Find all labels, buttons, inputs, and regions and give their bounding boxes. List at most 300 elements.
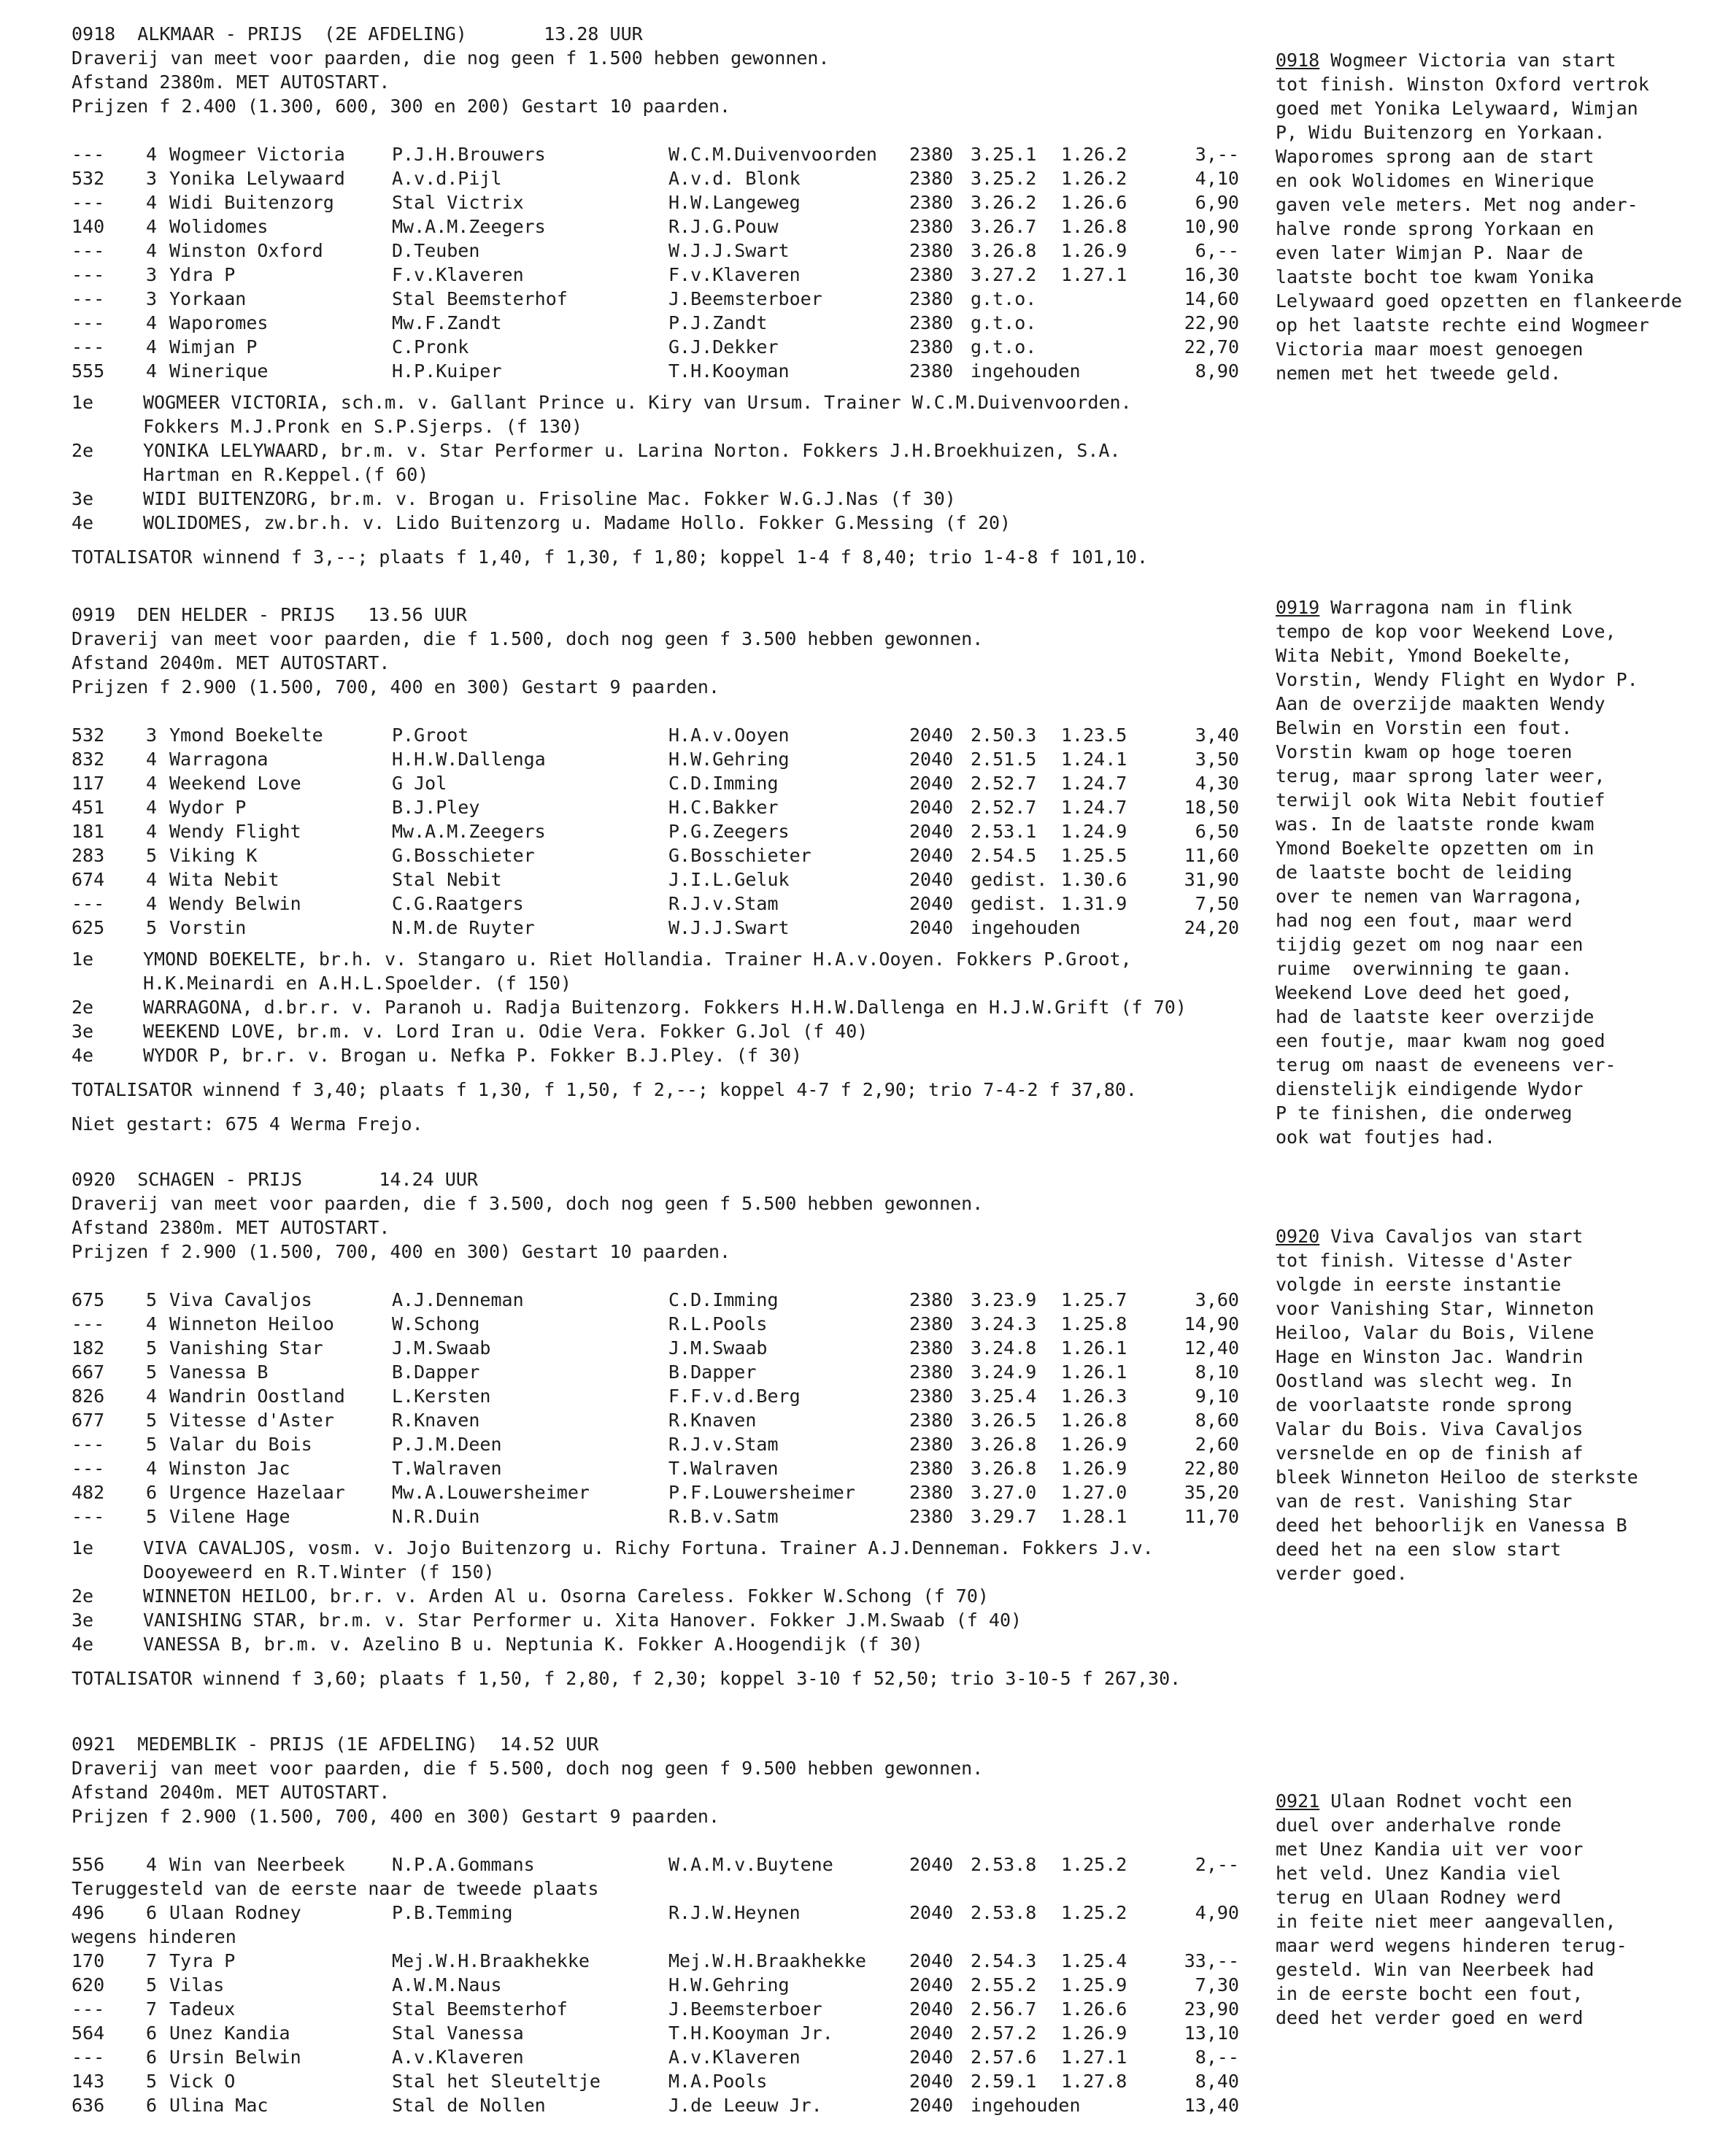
race-time: 2.57.2 [971,2022,1037,2044]
report-line [1276,668,1684,692]
distance: 2380 [909,336,954,358]
owner-name: Mw.A.M.Zeegers [392,821,546,842]
report-text: in feite niet meer aangevallen, [1276,1911,1616,1932]
result-row [72,1456,1268,1480]
driver-name: C.D.Imming [668,1289,779,1310]
race-time: 2.54.5 [971,845,1037,866]
prev-place: 143 [72,2071,105,2092]
payout: 8,-- [1195,2047,1239,2068]
driver-name: P.F.Louwersheimer [668,1482,855,1503]
placing-description: WEEKEND LOVE, br.m. v. Lord Iran u. Odie Vera. Fokker G.Jol (f 40) [143,1021,868,1042]
result-row [72,723,1268,747]
distance: 2380 [909,360,954,382]
owner-name: F.v.Klaveren [392,264,524,285]
report-text: goed met Yonika Lelywaard, Wimjan [1276,98,1638,119]
owner-name: Mej.W.H.Braakhekke [392,1950,590,1971]
report-text: en ook Wolidomes en Winerique [1276,170,1595,191]
prev-place: --- [72,1998,105,2020]
payout: 33,-- [1184,1950,1239,1971]
report-line [1276,1345,1684,1369]
placing-position: 2e [72,440,94,461]
report-line [1276,289,1684,313]
owner-name: H.H.W.Dallenga [392,749,546,770]
distance: 2380 [909,288,954,309]
race-time: 2.53.1 [971,821,1037,842]
report-line [1276,193,1684,217]
horse-name: Warragona [169,749,269,770]
horse-name: Wimjan P [169,336,258,358]
driver-name: F.v.Klaveren [668,264,801,285]
race-report [1276,595,1684,1149]
horse-name: Wydor P [169,797,247,818]
report-text: Lelywaard goed opzetten en flankeerde [1276,290,1682,312]
race-time: 3.25.2 [971,168,1037,189]
driver-name: T.H.Kooyman [668,360,790,382]
horse-age: 5 [146,1506,158,1527]
horse-name: Unez Kandia [169,2022,290,2044]
placing-entry [72,1632,1268,1656]
race-time: 2.51.5 [971,749,1037,770]
horse-name: Yorkaan [169,288,247,309]
distance: 2380 [909,192,954,213]
report-line [1276,1101,1684,1125]
result-row [72,771,1268,795]
horse-age: 4 [146,1854,158,1875]
horse-age: 5 [146,917,158,938]
race-time: 2.53.8 [971,1902,1037,1923]
horse-age: 4 [146,749,158,770]
placing-position: 2e [72,997,94,1018]
result-row [72,1504,1268,1529]
report-text: Aan de overzijde maakten Wendy [1276,693,1605,714]
report-text: ruime overwinning te gaan. [1276,958,1573,979]
placing-description: WOLIDOMES, zw.br.h. v. Lido Buitenzorg u. Madame Hollo. Fokker G.Messing (f 20) [143,512,1011,533]
result-row [72,1973,1268,1997]
report-text: terug en Ulaan Rodney werd [1276,1887,1562,1908]
report-line [1276,1885,1684,1909]
driver-name: R.L.Pools [668,1313,768,1334]
report-text: in de eerste bocht een fout, [1276,1983,1584,2004]
totalisator: TOTALISATOR winnend f 3,60; plaats f 1,50, f 2,80, f 2,30; koppel 3-10 f 52,50; trio 3-10-5 f 267,30. [72,1668,1181,1689]
payout: 8,40 [1195,2071,1239,2092]
report-line [1276,120,1684,144]
horse-age: 6 [146,2022,158,2044]
report-text: Valar du Bois. Viva Cavaljos [1276,1418,1584,1440]
prev-place: --- [72,1458,105,1479]
report-text: had de laatste keer overzijde [1276,1006,1595,1027]
horse-age: 4 [146,336,158,358]
placing-description: YMOND BOEKELTE, br.h. v. Stangaro u. Riet Hollandia. Trainer H.A.v.Ooyen. Fokkers P.Groot, H.K.Meinardi en A.H.L.Spoelder. (f 150) [143,948,1132,994]
report-text: even later Wimjan P. Naar de [1276,242,1584,263]
horse-name: Tyra P [169,1950,236,1971]
prev-place: --- [72,312,105,333]
placing-entry [72,511,1268,535]
prev-place: 482 [72,1482,105,1503]
owner-name: N.R.Duin [392,1506,480,1527]
owner-name: T.Walraven [392,1458,502,1479]
race-time: 2.54.3 [971,1950,1037,1971]
km-record: 1.25.2 [1061,1902,1127,1923]
horse-name: Wendy Flight [169,821,301,842]
km-record: 1.25.7 [1061,1289,1127,1310]
horse-age: 5 [146,1434,158,1455]
report-line [1276,1861,1684,1885]
report-line [1276,884,1684,908]
race-condition: Afstand 2380m. MET AUTOSTART. [72,1217,390,1238]
distance: 2380 [909,1337,954,1359]
note-text: wegens hinderen [72,1926,236,1947]
placing-position: 4e [72,1634,94,1655]
owner-name: Stal Vanessa [392,2022,524,2044]
report-text: op het laatste rechte eind Wogmeer [1276,314,1649,336]
placing-description: WIDI BUITENZORG, br.m. v. Brogan u. Frisoline Mac. Fokker W.G.J.Nas (f 30) [143,488,956,509]
report-text: ook wat foutjes had. [1276,1127,1496,1148]
payout: 2,60 [1195,1434,1239,1455]
report-text: deed het verder goed en werd [1276,2007,1584,2028]
horse-age: 4 [146,869,158,890]
distance: 2040 [909,1854,954,1875]
placing-entry [72,1608,1268,1632]
result-row [72,1852,1268,1877]
horse-name: Wandrin Oostland [169,1386,345,1407]
report-text: had nog een fout, maar werd [1276,910,1573,931]
report-text: tijdig gezet om nog naar een [1276,934,1584,955]
horse-age: 5 [146,1289,158,1310]
driver-name: J.Beemsterboer [668,1998,822,2020]
placing-position: 4e [72,512,94,533]
driver-name: A.v.Klaveren [668,2047,801,2068]
owner-name: C.G.Raatgers [392,893,524,914]
driver-name: G.Bosschieter [668,845,811,866]
placing-entry [72,1584,1268,1608]
report-line [1276,1248,1684,1272]
prev-place: --- [72,192,105,213]
owner-name: Stal Victrix [392,192,524,213]
horse-age: 4 [146,192,158,213]
owner-name: W.Schong [392,1313,480,1334]
payout: 31,90 [1184,869,1239,890]
owner-name: D.Teuben [392,240,480,261]
owner-name: A.W.M.Naus [392,1974,502,1995]
result-row [72,868,1268,892]
result-row [72,239,1268,263]
driver-name: A.v.d. Blonk [668,168,801,189]
report-line [1276,740,1684,764]
driver-name: T.Walraven [668,1458,779,1479]
prev-place: 283 [72,845,105,866]
race-condition: Prijzen f 2.900 (1.500, 700, 400 en 300) Gestart 10 paarden. [72,1241,731,1262]
report-line [1276,932,1684,957]
report-text: was. In de laatste ronde kwam [1276,814,1595,835]
horse-age: 5 [146,1410,158,1431]
placing-position: 2e [72,1585,94,1607]
distance: 2040 [909,2095,954,2116]
placing-description: VANISHING STAR, br.m. v. Star Performer u. Xita Hanover. Fokker J.M.Swaab (f 40) [143,1610,1022,1631]
report-race-number: 0918 [1276,50,1320,71]
placing-position: 3e [72,1021,94,1042]
distance: 2040 [909,917,954,938]
km-record: 1.25.8 [1061,1313,1127,1334]
race-time: 3.26.8 [971,1434,1037,1455]
report-text: gesteld. Win van Neerbeek had [1276,1959,1595,1980]
km-record: 1.23.5 [1061,725,1127,746]
payout: 4,10 [1195,168,1239,189]
result-row [72,1312,1268,1336]
report-line [1276,96,1684,120]
horse-name: Tadeux [169,1998,236,2020]
placing-position: 4e [72,1045,94,1066]
race-time: 3.26.2 [971,192,1037,213]
race-time: gedist. [971,893,1048,914]
result-row [72,1288,1268,1312]
owner-name: Stal Nebit [392,869,502,890]
race-time: 2.52.7 [971,773,1037,794]
horse-name: Weekend Love [169,773,301,794]
payout: 11,70 [1184,1506,1239,1527]
horse-name: Urgence Hazelaar [169,1482,345,1503]
horse-age: 4 [146,797,158,818]
placing-description: WYDOR P, br.r. v. Brogan u. Nefka P. Fokker B.J.Pley. (f 30) [143,1045,803,1066]
payout: 12,40 [1184,1337,1239,1359]
prev-place: 182 [72,1337,105,1359]
report-text: een foutje, maar kwam nog goed [1276,1030,1605,1051]
prev-place: --- [72,1506,105,1527]
payout: 3,60 [1195,1289,1239,1310]
km-record: 1.24.9 [1061,821,1127,842]
report-line [1276,1417,1684,1441]
owner-name: A.v.Klaveren [392,2047,524,2068]
result-row [72,2093,1268,2117]
placing-entry [72,947,1268,995]
horse-age: 6 [146,2047,158,2068]
horse-age: 4 [146,216,158,237]
km-record: 1.26.9 [1061,1434,1127,1455]
payout: 8,60 [1195,1410,1239,1431]
owner-name: A.v.d.Pijl [392,168,502,189]
owner-name: Stal Beemsterhof [392,1998,568,2020]
payout: 2,-- [1195,1854,1239,1875]
km-record: 1.27.8 [1061,2071,1127,2092]
report-text: tot finish. Winston Oxford vertrok [1276,74,1649,95]
race-time: 3.25.1 [971,144,1037,165]
report-text: nemen met het tweede geld. [1276,363,1562,384]
race-time: ingehouden [971,2095,1081,2116]
horse-name: Ymond Boekelte [169,725,323,746]
distance: 2380 [909,1482,954,1503]
payout: 3,50 [1195,749,1239,770]
placing-description: VANESSA B, br.m. v. Azelino B u. Neptunia K. Fokker A.Hoogendijk (f 30) [143,1634,923,1655]
prev-place: 532 [72,725,105,746]
race-report [1276,1224,1684,1585]
placing-description: WOGMEER VICTORIA, sch.m. v. Gallant Prince u. Kiry van Ursum. Trainer W.C.M.Duivenvoorden. Fokkers M.J.Pronk en S.P.Sjerps. (f 130) [143,392,1132,437]
driver-name: R.J.v.Stam [668,893,779,914]
horse-name: Winston Oxford [169,240,323,261]
race-time: 3.24.8 [971,1337,1037,1359]
report-text: Ymond Boekelte opzetten om in [1276,838,1595,859]
report-text: P, Widu Buitenzorg en Yorkaan. [1276,122,1605,143]
report-text: volgde in eerste instantie [1276,1274,1562,1295]
race-block [72,1732,1268,2117]
results-table [72,723,1268,940]
report-text: deed het na een slow start [1276,1539,1562,1560]
prev-place: --- [72,288,105,309]
result-row [72,335,1268,359]
owner-name: J.M.Swaab [392,1337,491,1359]
race-time: 3.24.3 [971,1313,1037,1334]
report-text: de voorlaatste ronde sprong [1276,1394,1573,1415]
horse-name: Waporomes [169,312,269,333]
result-row [72,1384,1268,1408]
race-condition: Prijzen f 2.900 (1.500, 700, 400 en 300) Gestart 9 paarden. [72,1806,720,1827]
payout: 4,30 [1195,773,1239,794]
km-record: 1.27.1 [1061,2047,1127,2068]
prev-place: --- [72,2047,105,2068]
horse-name: Winneton Heiloo [169,1313,334,1334]
race-time: 3.29.7 [971,1506,1037,1527]
km-record: 1.25.9 [1061,1974,1127,1995]
horse-age: 5 [146,1361,158,1383]
horse-age: 6 [146,2095,158,2116]
payout: 6,50 [1195,821,1239,842]
result-row [72,747,1268,771]
payout: 13,10 [1184,2022,1239,2044]
payout: 11,60 [1184,845,1239,866]
race-time: 3.24.9 [971,1361,1037,1383]
horse-age: 4 [146,1313,158,1334]
horse-age: 4 [146,144,158,165]
km-record: 1.24.7 [1061,773,1127,794]
result-row [72,190,1268,215]
report-line [1276,692,1684,716]
payout: 13,40 [1184,2095,1239,2116]
prev-place: --- [72,144,105,165]
km-record: 1.26.1 [1061,1361,1127,1383]
race-time: 2.55.2 [971,1974,1037,1995]
payout: 7,30 [1195,1974,1239,1995]
placing-position: 3e [72,1610,94,1631]
race-time: 3.26.8 [971,240,1037,261]
payout: 22,80 [1184,1458,1239,1479]
report-line [1276,957,1684,981]
placing-entry [72,1043,1268,1067]
horse-name: Vitesse d'Aster [169,1410,334,1431]
race-condition: Prijzen f 2.900 (1.500, 700, 400 en 300) Gestart 9 paarden. [72,676,720,698]
result-row [72,166,1268,190]
distance: 2040 [909,725,954,746]
race-time: 3.26.5 [971,1410,1037,1431]
report-text: Wogmeer Victoria van start [1319,50,1616,71]
report-line [1276,1441,1684,1465]
driver-name: Mej.W.H.Braakhekke [668,1950,866,1971]
payout: 9,10 [1195,1386,1239,1407]
report-line [1276,1125,1684,1149]
distance: 2040 [909,821,954,842]
driver-name: H.W.Gehring [668,749,790,770]
km-record: 1.26.2 [1061,144,1127,165]
distance: 2040 [909,1902,954,1923]
payout: 7,50 [1195,893,1239,914]
km-record: 1.25.2 [1061,1854,1127,1875]
horse-age: 4 [146,1458,158,1479]
race-block [72,1167,1268,1691]
report-text: maar werd wegens hinderen terug- [1276,1935,1627,1956]
report-line [1276,1369,1684,1393]
km-record: 1.25.4 [1061,1950,1127,1971]
payout: 10,90 [1184,216,1239,237]
driver-name: P.J.Zandt [668,312,768,333]
horse-name: Wogmeer Victoria [169,144,345,165]
horse-name: Ursin Belwin [169,2047,301,2068]
race-time: 2.50.3 [971,725,1037,746]
report-race-number: 0919 [1276,597,1320,618]
horse-age: 4 [146,893,158,914]
owner-name: Stal het Sleuteltje [392,2071,601,2092]
result-row [72,1949,1268,1973]
horse-name: Ydra P [169,264,236,285]
owner-name: C.Pronk [392,336,469,358]
km-record: 1.26.6 [1061,192,1127,213]
report-line [1276,1789,1684,1813]
horse-name: Ulaan Rodney [169,1902,301,1923]
distance: 2040 [909,773,954,794]
race-report [1276,1789,1684,2030]
driver-name: H.W.Langeweg [668,192,801,213]
report-text: tot finish. Vitesse d'Aster [1276,1250,1573,1271]
result-row [72,1480,1268,1504]
race-time: g.t.o. [971,312,1037,333]
km-record: 1.26.9 [1061,1458,1127,1479]
owner-name: Stal Beemsterhof [392,288,568,309]
prev-place: 674 [72,869,105,890]
report-line [1276,1465,1684,1489]
payout: 22,90 [1184,312,1239,333]
report-line [1276,1909,1684,1933]
payout: 23,90 [1184,1998,1239,2020]
owner-name: G.Bosschieter [392,845,535,866]
race-header: 0920 SCHAGEN - PRIJS 14.24 UUR [72,1169,478,1190]
distance: 2380 [909,168,954,189]
distance: 2380 [909,216,954,237]
horse-age: 4 [146,240,158,261]
km-record: 1.24.7 [1061,797,1127,818]
report-text: terug om naast de eveneens ver- [1276,1054,1616,1075]
driver-name: R.J.v.Stam [668,1434,779,1455]
result-row [72,916,1268,940]
payout: 18,50 [1184,797,1239,818]
horse-age: 3 [146,264,158,285]
report-text: Wita Nebit, Ymond Boekelte, [1276,645,1573,666]
report-text: over te nemen van Warragona, [1276,886,1584,907]
horse-name: Vilas [169,1974,225,1995]
driver-name: R.B.v.Satm [668,1506,779,1527]
placing-description: YONIKA LELYWAARD, br.m. v. Star Performer u. Larina Norton. Fokkers J.H.Broekhuizen, S.A. Hartman en R.Keppel.(f 60) [143,440,1121,485]
result-row [72,892,1268,916]
owner-name: H.P.Kuiper [392,360,502,382]
prev-place: 675 [72,1289,105,1310]
driver-name: F.F.v.d.Berg [668,1386,801,1407]
distance: 2040 [909,869,954,890]
km-record: 1.26.2 [1061,168,1127,189]
result-row [72,359,1268,383]
report-line [1276,908,1684,932]
report-text: bleek Winneton Heiloo de sterkste [1276,1467,1638,1488]
report-text: Belwin en Vorstin een fout. [1276,717,1573,738]
report-text: Viva Cavaljos van start [1319,1226,1584,1247]
result-row [72,2045,1268,2069]
distance: 2040 [909,893,954,914]
placing-entry [72,1019,1268,1043]
distance: 2380 [909,144,954,165]
